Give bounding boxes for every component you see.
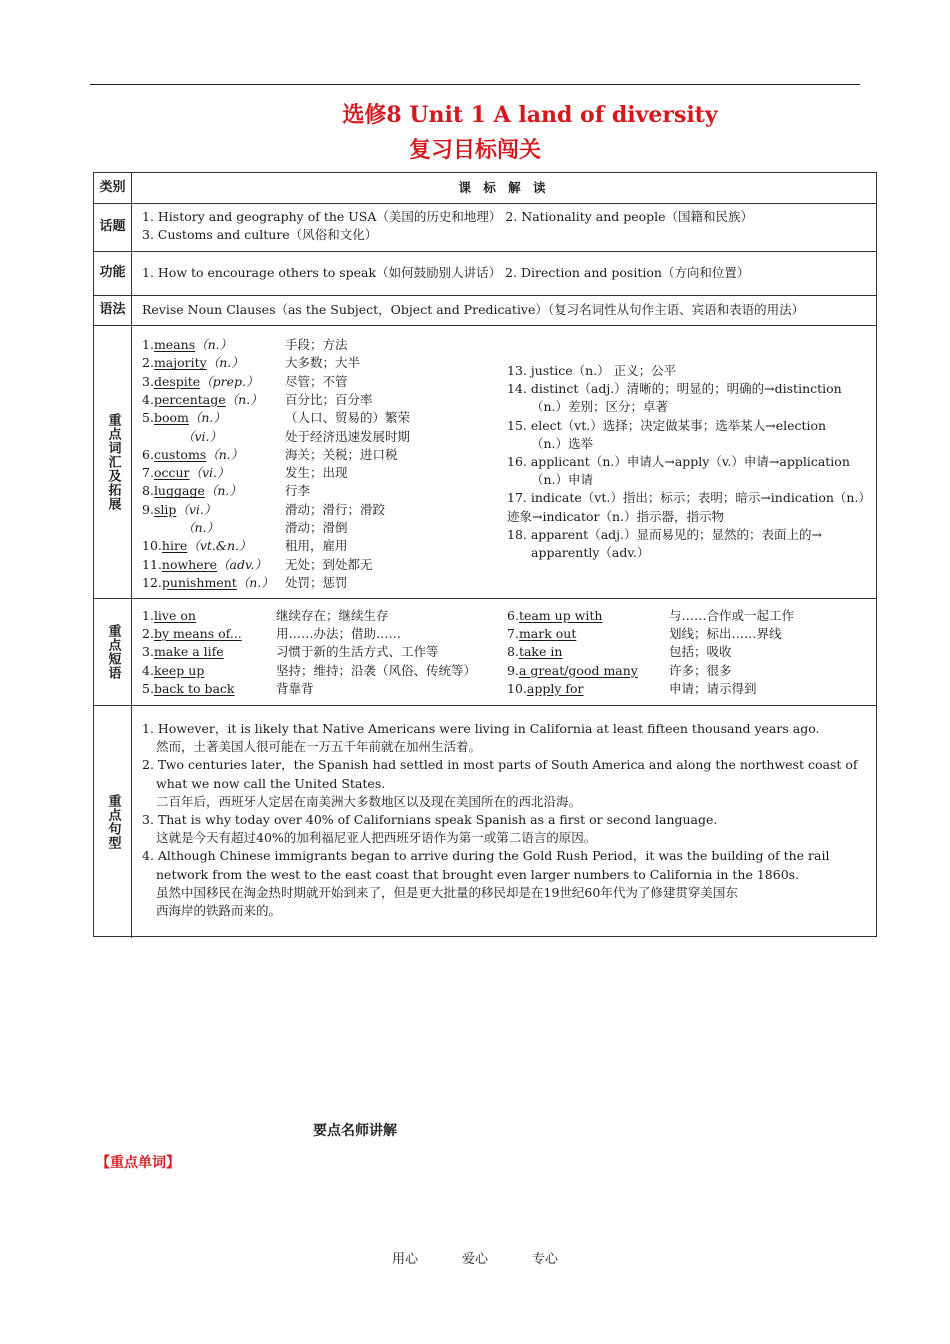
grammar-label: 语法 xyxy=(94,296,132,325)
footer-item: 专心 xyxy=(532,1252,559,1267)
phrase-meaning: 与……合作或一起工作 xyxy=(669,608,795,623)
vocab-pos: （vi.） xyxy=(189,465,230,481)
vocab-meaning: 手段；方法 xyxy=(285,337,348,352)
vocab-label: 重点词汇及拓展 xyxy=(94,326,132,598)
phrase-meaning: 许多；很多 xyxy=(669,662,732,678)
vocab-entry xyxy=(142,409,226,427)
phrase-number: 8. xyxy=(507,644,519,660)
phrase-number: 10. xyxy=(507,680,527,696)
phrase-number: 3. xyxy=(142,644,154,660)
vocab-entry xyxy=(142,556,267,574)
vocab-extension-line: 15. elect（vt.）选择；决定做某事；选举某人→election xyxy=(507,417,827,433)
review-table xyxy=(93,172,877,937)
vocab-pos: （n.） xyxy=(236,574,274,590)
sentence-line: 1. However，it is likely that Native Americans were living in California at least fifteen thousand years ago. xyxy=(142,721,820,736)
phrase-entry xyxy=(507,680,584,698)
vocab-number: 7. xyxy=(142,465,154,481)
phrase-entry xyxy=(142,625,242,643)
vocab-meaning: 滑动；滑倒 xyxy=(285,520,348,535)
vocab-entry xyxy=(142,482,242,500)
vocab-entry xyxy=(182,428,222,446)
sentences-row xyxy=(94,706,876,938)
sentence-line: 2. Two centuries later，the Spanish had settled in most parts of South America and along the northwest coast of xyxy=(142,757,858,773)
vocab-word: boom xyxy=(153,410,189,426)
phrase-text: live on xyxy=(153,608,196,623)
sentences-list xyxy=(142,720,868,920)
phrase-meaning: 背靠背 xyxy=(276,680,314,696)
phrases-left-list xyxy=(142,607,502,702)
vocab-word: majority xyxy=(153,355,207,371)
grammar-row xyxy=(94,296,876,326)
phrase-entry xyxy=(142,662,204,680)
phrase-entry xyxy=(507,662,638,680)
phrase-meaning: 划线；标出……界线 xyxy=(669,626,782,642)
vocab-row xyxy=(94,326,876,599)
vocab-word: despite xyxy=(153,373,201,389)
vocab-pos: （vi.） xyxy=(182,428,223,444)
vocab-pos: （n.） xyxy=(206,446,244,462)
topic-line-1: 1. History and geography of the USA（美国的历史和地理） 2. Nationality and people（国籍和民族） xyxy=(142,209,754,224)
vocab-pos: （n.） xyxy=(195,337,233,352)
vocab-pos: （n.） xyxy=(188,410,226,426)
phrase-meaning: 坚持；维持；沿袭（风俗、传统等） xyxy=(276,662,477,678)
phrase-meaning: 申请；请示得到 xyxy=(669,680,757,696)
vocab-meaning: 百分比；百分率 xyxy=(285,391,373,407)
vocab-extension-line: （n.）选举 xyxy=(531,435,594,451)
vocab-meaning: 处罚；惩罚 xyxy=(285,574,348,590)
phrase-number: 4. xyxy=(142,662,154,678)
phrase-entry xyxy=(142,643,224,661)
vocab-word: means xyxy=(153,337,196,352)
vocab-meaning: 滑动；滑行；滑跤 xyxy=(285,501,386,517)
vocab-meaning: 无处；到处都无 xyxy=(285,556,373,572)
topic-label: 话题 xyxy=(94,204,132,251)
phrase-meaning: 习惯于新的生活方式、工作等 xyxy=(276,644,439,660)
vocab-word: percentage xyxy=(153,391,226,407)
phrase-text: back to back xyxy=(153,680,235,696)
vocab-entry xyxy=(142,501,216,519)
phrase-number: 6. xyxy=(507,608,519,623)
sentence-line: 4. Although Chinese immigrants began to arrive during the Gold Rush Period，it was the building of the rail xyxy=(142,848,830,864)
vocab-meaning: 海关；关税；进口税 xyxy=(285,446,398,462)
section-heading: 要点名师讲解 xyxy=(313,1123,397,1139)
grammar-line-1: Revise Noun Clauses（as the Subject，Object and Predicative）（复习名词性从句作主语、宾语和表语的用法） xyxy=(142,302,805,317)
vocab-number: 11. xyxy=(142,556,162,572)
phrase-text: a great/good many xyxy=(518,662,638,678)
phrase-entry xyxy=(142,680,235,698)
vocab-meaning: 尽管；不管 xyxy=(285,373,348,389)
vocab-pos: （n.） xyxy=(204,483,242,499)
vocab-meaning: 大多数；大半 xyxy=(285,355,361,371)
vocab-number: 9. xyxy=(142,501,154,517)
vocab-pos: （prep.） xyxy=(200,373,259,389)
vocab-extension-line: 17. indicate（vt.）指出；标示；表明；暗示→indication（n.） xyxy=(507,490,871,506)
function-line-1: 1. How to encourage others to speak（如何鼓励别人讲话） 2. Direction and position（方向和位置） xyxy=(142,265,750,280)
vocab-number: 5. xyxy=(142,410,154,426)
phrase-text: apply for xyxy=(526,680,584,696)
sentence-line: what we now call the United States. xyxy=(156,775,386,791)
vocab-right-list xyxy=(507,362,871,562)
sentence-line: 3. That is why today over 40% of Californians speak Spanish as a first or second language. xyxy=(142,812,718,828)
sentence-line: 西海岸的铁路而来的。 xyxy=(156,903,282,919)
vocab-word: hire xyxy=(161,538,188,554)
vocab-entry xyxy=(142,574,274,592)
vocab-extension-line: （n.）差别；区分；卓著 xyxy=(531,399,669,415)
vocab-entry xyxy=(142,446,243,464)
phrase-number: 2. xyxy=(142,626,154,642)
vocab-extension-line: 14. distinct（adj.）清晰的；明显的；明确的→distinction xyxy=(507,381,842,397)
vocab-number: 12. xyxy=(142,574,162,590)
vocab-pos: （adv.） xyxy=(217,556,268,572)
phrase-text: team up with xyxy=(518,608,603,623)
phrases-row xyxy=(94,599,876,706)
topic-row xyxy=(94,204,876,252)
vocab-pos: （n.） xyxy=(182,520,220,535)
phrases-label: 重点短语 xyxy=(94,599,132,705)
sentence-line: 这就是今天有超过40%的加利福尼亚人把西班牙语作为第一或第二语言的原因。 xyxy=(156,830,597,846)
vocab-extension-line: 迹象→indicator（n.）指示器，指示物 xyxy=(507,508,725,524)
page-title: 选修8 Unit 1 A land of diversity xyxy=(342,102,718,128)
vocab-pos: （vi.） xyxy=(176,501,217,517)
phrase-number: 9. xyxy=(507,662,519,678)
vocab-entry xyxy=(142,373,259,391)
subsection-heading: 【重点单词】 xyxy=(96,1155,180,1171)
vocab-number: 6. xyxy=(142,446,154,462)
sentences-label: 重点句型 xyxy=(94,706,132,938)
phrase-text: keep up xyxy=(153,662,205,678)
phrase-number: 1. xyxy=(142,608,154,623)
phrase-entry xyxy=(142,607,196,625)
phrase-entry xyxy=(507,607,602,625)
phrase-text: mark out xyxy=(518,626,577,642)
vocab-extension-line: 16. applicant（n.）申请人→apply（v.）申请→application xyxy=(507,454,850,470)
category-header: 类别 xyxy=(94,173,132,203)
phrase-meaning: 继续存在；继续生存 xyxy=(276,608,389,623)
phrases-right-list xyxy=(507,607,871,702)
vocab-entry xyxy=(142,537,252,555)
vocab-extension-line: apparently（adv.） xyxy=(531,545,650,561)
sentence-line: 然而，土著美国人很可能在一万五千年前就在加州生活着。 xyxy=(156,739,482,755)
vocab-number: 1. xyxy=(142,337,154,352)
vocab-word: luggage xyxy=(153,483,205,499)
phrase-number: 7. xyxy=(507,626,519,642)
vocab-extension-line: 13. justice（n.） 正义；公平 xyxy=(507,363,677,378)
footer-item: 用心 xyxy=(391,1252,418,1267)
phrase-text: take in xyxy=(518,644,563,660)
top-rule xyxy=(90,84,860,85)
vocab-number: 3. xyxy=(142,373,154,389)
footer-item: 爱心 xyxy=(461,1252,488,1267)
vocab-meaning: 处于经济迅速发展时期 xyxy=(285,428,411,444)
vocab-entry xyxy=(182,519,219,537)
vocab-extension-line: （n.）申请 xyxy=(531,472,594,488)
vocab-word: occur xyxy=(153,465,190,481)
phrase-entry xyxy=(507,643,562,661)
vocab-entry xyxy=(142,464,230,482)
vocab-number: 8. xyxy=(142,483,154,499)
vocab-word: punishment xyxy=(161,574,237,590)
vocab-entry xyxy=(142,336,232,354)
page-footer xyxy=(0,1248,950,1267)
vocab-pos: （vt.&n.） xyxy=(187,538,252,554)
content-header: 课 标 解 读 xyxy=(458,180,550,195)
vocab-pos: （n.） xyxy=(225,391,263,407)
vocab-entry xyxy=(142,391,263,409)
vocab-pos: （n.） xyxy=(206,355,244,371)
sentence-line: 二百年后，西班牙人定居在南美洲大多数地区以及现在美国所在的西北沿海。 xyxy=(156,793,582,809)
phrase-number: 5. xyxy=(142,680,154,696)
function-label: 功能 xyxy=(94,252,132,295)
topic-line-2: 3. Customs and culture（风俗和文化） xyxy=(142,227,378,243)
vocab-word: slip xyxy=(153,501,177,517)
sentence-line: 虽然中国移民在淘金热时期就开始到来了，但是更大批量的移民却是在19世纪60年代为了修建贯穿美国东 xyxy=(156,884,738,900)
phrase-meaning: 用……办法；借助…… xyxy=(276,626,402,642)
sentence-line: network from the west to the east coast that brought even larger numbers to California in the 1860s. xyxy=(156,866,800,882)
vocab-entry xyxy=(142,354,244,372)
vocab-meaning: 发生；出现 xyxy=(285,465,348,481)
vocab-number: 10. xyxy=(142,538,162,554)
phrase-meaning: 包括；吸收 xyxy=(669,644,732,660)
vocab-extension-line: 18. apparent（adj.）显而易见的；显然的；表面上的→ xyxy=(507,526,822,542)
vocab-left-list xyxy=(142,336,482,596)
function-row xyxy=(94,252,876,296)
vocab-meaning: （人口、贸易的）繁荣 xyxy=(285,410,411,426)
vocab-word: nowhere xyxy=(161,556,217,572)
vocab-word: customs xyxy=(153,446,207,462)
vocab-number: 4. xyxy=(142,391,154,407)
phrase-entry xyxy=(507,625,576,643)
vocab-meaning: 行李 xyxy=(285,483,311,499)
vocab-number: 2. xyxy=(142,355,154,371)
phrase-text: make a life xyxy=(153,644,224,660)
vocab-meaning: 租用，雇用 xyxy=(285,538,348,554)
table-header-row xyxy=(94,173,876,204)
phrase-text: by means of... xyxy=(153,626,242,642)
page-subtitle: 复习目标闯关 xyxy=(408,137,541,163)
